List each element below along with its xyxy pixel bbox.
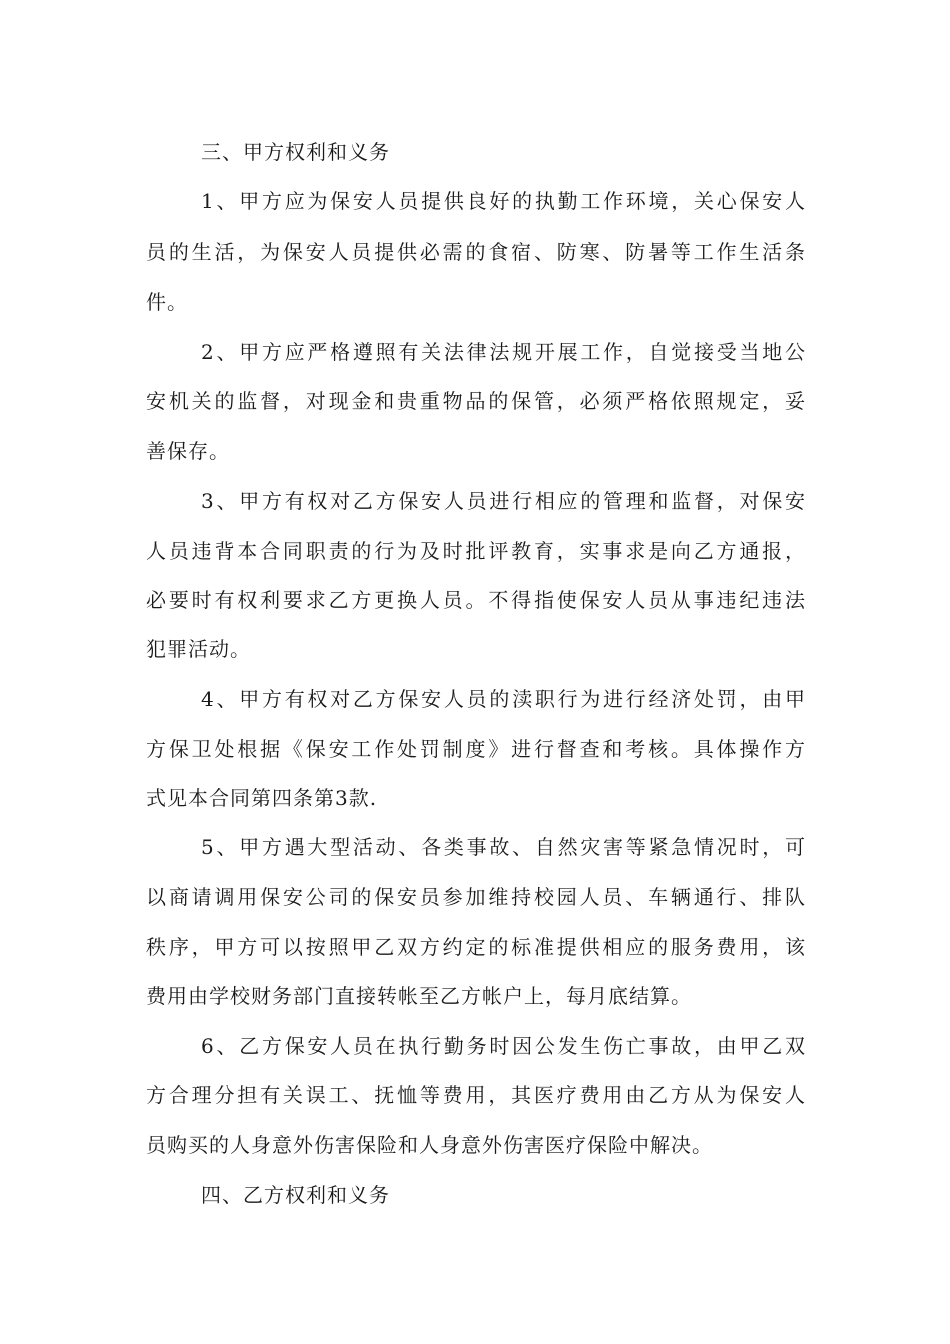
paragraph-line: 1、甲方应为保安人员提供良好的执勤工作环境，关心保安人: [201, 189, 806, 213]
paragraph-line: 2、甲方应严格遵照有关法律法规开展工作，自觉接受当地公: [201, 340, 806, 364]
paragraph-line: 方合理分担有关误工、抚恤等费用，其医疗费用由乙方从为保安人: [146, 1083, 806, 1107]
paragraph-line: 安机关的监督，对现金和贵重物品的保管，必须严格依照规定，妥: [146, 389, 806, 413]
paragraph-line: 犯罪活动。: [146, 637, 251, 661]
paragraph-line: 员购买的人身意外伤害保险和人身意外伤害医疗保险中解决。: [146, 1133, 713, 1157]
paragraph-line: 4、甲方有权对乙方保安人员的渎职行为进行经济处罚，由甲: [201, 687, 806, 711]
paragraph-line: 员的生活，为保安人员提供必需的食宿、防寒、防暑等工作生活条: [146, 240, 806, 264]
paragraph-line: 人员违背本合同职责的行为及时批评教育，实事求是向乙方通报，: [146, 539, 806, 563]
section-heading: 四、乙方权利和义务: [201, 1183, 390, 1207]
paragraph-line: 件。: [146, 290, 188, 314]
paragraph-line: 6、乙方保安人员在执行勤务时因公发生伤亡事故，由甲乙双: [201, 1034, 806, 1058]
paragraph-line: 5、甲方遇大型活动、各类事故、自然灾害等紧急情况时，可: [201, 835, 806, 859]
paragraph-line: 以商请调用保安公司的保安员参加维持校园人员、车辆通行、排队: [146, 885, 806, 909]
paragraph-line: 式见本合同第四条第3款.: [146, 786, 378, 810]
paragraph-line: 秩序，甲方可以按照甲乙双方约定的标准提供相应的服务费用，该: [146, 935, 806, 959]
paragraph-line: 善保存。: [146, 439, 230, 463]
section-heading: 三、甲方权利和义务: [201, 140, 390, 164]
paragraph-line: 费用由学校财务部门直接转帐至乙方帐户上，每月底结算。: [146, 984, 692, 1008]
paragraph-line: 方保卫处根据《保安工作处罚制度》进行督查和考核。具体操作方: [146, 737, 806, 761]
paragraph-line: 3、甲方有权对乙方保安人员进行相应的管理和监督，对保安: [201, 489, 806, 513]
paragraph-line: 必要时有权利要求乙方更换人员。不得指使保安人员从事违纪违法: [146, 588, 806, 612]
